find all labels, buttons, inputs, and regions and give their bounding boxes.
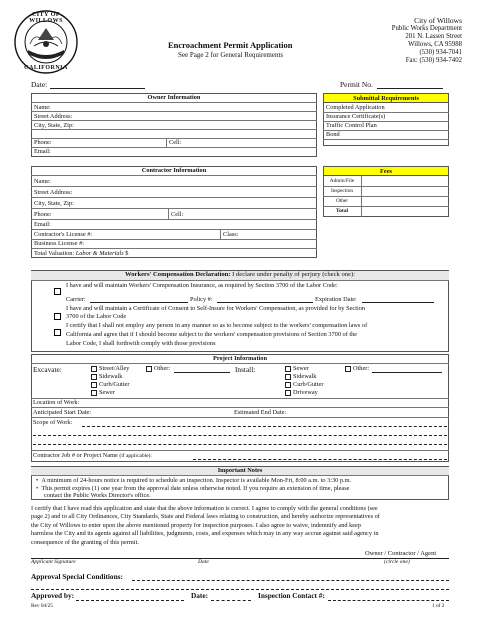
owner-city-field[interactable]: City, State, Zip:: [34, 122, 74, 129]
expiration-field[interactable]: [362, 302, 434, 303]
excavate-option-street-alley[interactable]: Street/Alley: [91, 365, 129, 373]
org-fax: Fax: (530) 934-7402: [405, 57, 462, 64]
inspection-contact-label: Inspection Contact #:: [258, 591, 325, 600]
wc-option-1-checkbox[interactable]: [54, 282, 61, 300]
date-label: Date:: [31, 80, 48, 89]
submittal-item: Insurance Certificate(s): [326, 113, 386, 120]
wc-option-1-text: I have and will maintain Workers' Compensation Insurance, as required by Section 3700 of the Labor Code:: [66, 282, 338, 289]
note-bullet-1: • A minimum of 24-hours notice is required to schedule an inspection. Inspector is available Mon-Fri, 8:00 a.m. to 3:30 p.m.: [36, 477, 352, 484]
policy-label: Policy #:: [190, 296, 213, 303]
contractor-city-field[interactable]: City, State, Zip:: [34, 200, 74, 207]
contractor-street-field[interactable]: Street Address:: [34, 189, 73, 196]
submittal-item: Traffic Control Plan: [326, 122, 377, 129]
city-seal: [14, 10, 78, 74]
excavate-other-option[interactable]: [146, 365, 170, 373]
note-text-2a: This permit expires (1) one year from the approval date unless otherwise noted. If you require an extension of time, please: [41, 485, 350, 492]
valuation-italic: Labor & Materials: [75, 250, 124, 257]
fee-total-label: Total: [335, 208, 349, 214]
owner-street-field[interactable]: Street Address:: [34, 113, 73, 120]
revision-label: Rev 04/25: [31, 603, 53, 609]
excavate-option-sewer[interactable]: Sewer: [91, 389, 129, 397]
start-date-field[interactable]: Anticipated Start Date:: [33, 409, 92, 416]
certification-line: the City of Willows to enter upon the above mentioned property for inspection purposes. I also agree to waive, indemnify and keep: [31, 521, 361, 529]
end-date-field[interactable]: Estimated End Date:: [234, 409, 287, 416]
total-valuation-field[interactable]: [34, 250, 128, 257]
install-options: [285, 365, 323, 397]
workers-comp-heading-bold: Workers' Compensation Declaration:: [125, 271, 231, 278]
excavate-other-field[interactable]: [174, 372, 230, 373]
org-address: [392, 16, 462, 65]
contractor-class-field[interactable]: Class:: [223, 231, 239, 238]
approval-date-field[interactable]: [211, 600, 251, 601]
install-label: Install:: [235, 365, 256, 374]
install-option-driveway[interactable]: Driveway: [285, 389, 323, 397]
scope-line[interactable]: [33, 435, 447, 436]
approval-conditions-line[interactable]: [31, 589, 449, 590]
fees-heading: Fees: [323, 166, 449, 176]
expiration-label: Expiration Date:: [315, 296, 357, 303]
org-city: Willows, CA 95988: [408, 41, 462, 48]
approved-by-field[interactable]: [76, 600, 184, 601]
org-phone: (530) 934-7041: [419, 49, 462, 56]
approval-date-label: Date:: [191, 591, 209, 600]
inspection-contact-field[interactable]: [328, 600, 449, 601]
circle-one-label: (circle one): [384, 559, 410, 565]
page-subtitle: See Page 2 for General Requirements: [178, 51, 284, 59]
scope-field[interactable]: Scope of Work:: [33, 419, 73, 426]
seal-text-bottom: CALIFORNIA: [24, 65, 68, 71]
location-field[interactable]: Location of Work:: [33, 399, 80, 406]
job-no-line[interactable]: [193, 459, 447, 460]
certification-line: consequence of the granting of this permit.: [31, 538, 139, 546]
certification-line: I certify that I have read this application and state that the above information is correct. I agree to comply with the general conditions (see: [31, 505, 378, 512]
contractor-phone-field[interactable]: Phone:: [34, 211, 52, 218]
valuation-suffix: $: [125, 250, 129, 257]
wc-option-2-line1: I have and will maintain a Certificate of Consent to Self-Insure for Workers' Compensation, as provided for by Section: [66, 305, 366, 312]
policy-field[interactable]: [217, 302, 313, 303]
note-bullet-2: • This permit expires (1) one year from the approval date unless otherwise noted. If you require an extension of time, please: [36, 485, 350, 492]
install-option-curb-gutter[interactable]: Curb/Gutter: [285, 381, 323, 389]
date-field[interactable]: [50, 88, 145, 89]
certification-line: page 2) and to all City Ordinances, City Standards, State and Federal laws relating to construction, and hereby authorize representatives of: [31, 513, 380, 521]
note-text-1: A minimum of 24-hours notice is required to schedule an inspection. Inspector is available Mon-Fri, 8:00 a.m. to 3:30 p.m.: [41, 477, 352, 484]
certification-text: [31, 505, 451, 547]
install-option-sewer[interactable]: Sewer: [285, 365, 323, 373]
install-other-option[interactable]: [345, 365, 369, 373]
install-option-sidewalk[interactable]: Sidewalk: [285, 373, 323, 381]
excavate-other-label: Other:: [154, 365, 171, 372]
submittal-heading: Submittal Requirements: [323, 93, 449, 103]
owner-phone-field[interactable]: Phone:: [34, 139, 52, 146]
org-name: City of Willows: [414, 16, 462, 25]
contractor-email-field[interactable]: Email:: [34, 221, 51, 228]
page-number: 1 of 2: [432, 603, 445, 609]
wc-option-2-line2: 3700 of the Labor Code: [66, 313, 127, 320]
wc-option-3-checkbox[interactable]: [54, 323, 61, 341]
install-other-label: Other:: [353, 365, 370, 372]
contractor-cell-field[interactable]: Cell:: [171, 211, 184, 218]
org-dept: Public Works Department: [391, 25, 462, 32]
excavate-option-curb-gutter[interactable]: Curb/Gutter: [91, 381, 129, 389]
signature-date-label: Date: [198, 559, 209, 565]
job-no-note: (if applicable):: [119, 453, 152, 459]
contractor-name-field[interactable]: Name:: [34, 178, 51, 185]
signature-role: Owner / Contractor / Agent: [365, 550, 437, 557]
fee-admin-label: Admin/File: [329, 178, 355, 184]
certification-line: harmless the City and its agents against all liabilities, judgments, costs, and expenses which may in any way accrue against said agency in: [31, 530, 379, 538]
fee-other-label: Other: [335, 198, 349, 204]
job-no-field[interactable]: [33, 452, 152, 460]
submittal-item: Completed Application: [326, 104, 385, 111]
carrier-label: Carrier:: [66, 296, 86, 303]
carrier-field[interactable]: [90, 302, 188, 303]
owner-name-field[interactable]: Name:: [34, 104, 51, 111]
wc-option-3-line3: Labor Code, I shall forthwith comply with those provisions: [66, 340, 216, 347]
business-license-field[interactable]: Business License #:: [34, 240, 85, 247]
scope-line[interactable]: [82, 426, 447, 427]
submittal-item: Bond: [326, 131, 340, 138]
owner-cell-field[interactable]: Cell:: [169, 139, 182, 146]
notes-heading: Important Notes: [31, 467, 449, 475]
excavate-option-sidewalk[interactable]: Sidewalk: [91, 373, 129, 381]
contractor-heading: Contractor Information: [141, 167, 207, 174]
wc-option-3-line1: I certify that I shall not employ any person in any manner so as to become subject to the workers' compensation laws of: [66, 322, 368, 329]
note-text-2b: contact the Public Works Director's office.: [44, 492, 151, 499]
workers-comp-heading: [31, 271, 449, 280]
job-no-label: Contractor Job # or Project Name: [33, 452, 118, 459]
permit-no-field[interactable]: [377, 88, 443, 89]
owner-heading: Owner Information: [147, 94, 201, 101]
page-title: Encroachment Permit Application: [168, 40, 293, 50]
install-other-field[interactable]: [372, 372, 442, 373]
wc-option-3-line2: California and agree that if I should become subject to the workers' compensation provisions of Section 3700 of the: [66, 331, 358, 338]
approval-conditions-label: Approval Special Conditions:: [31, 572, 123, 581]
contractor-license-field[interactable]: Contractor's License #:: [34, 231, 93, 238]
org-street: 201 N. Lassen Street: [405, 33, 462, 40]
workers-comp-heading-rest: I declare under penalty of perjury (check one):: [230, 271, 355, 278]
applicant-signature-label: Applicant Signature: [31, 559, 76, 565]
approved-by-label: Approved by:: [31, 591, 75, 600]
owner-email-field[interactable]: Email:: [34, 148, 51, 155]
scope-line[interactable]: [33, 444, 447, 445]
valuation-prefix: Total Valuation:: [34, 250, 75, 257]
excavate-label: Excavate:: [33, 365, 62, 374]
fee-inspection-label: Inspection: [330, 188, 354, 194]
permit-no-label: Permit No.: [340, 80, 373, 89]
seal-text-top: CITY OF WILLOWS: [29, 12, 63, 24]
approval-conditions-line[interactable]: [132, 580, 449, 581]
excavate-options: [91, 365, 129, 397]
project-heading: Project Information: [213, 355, 267, 362]
